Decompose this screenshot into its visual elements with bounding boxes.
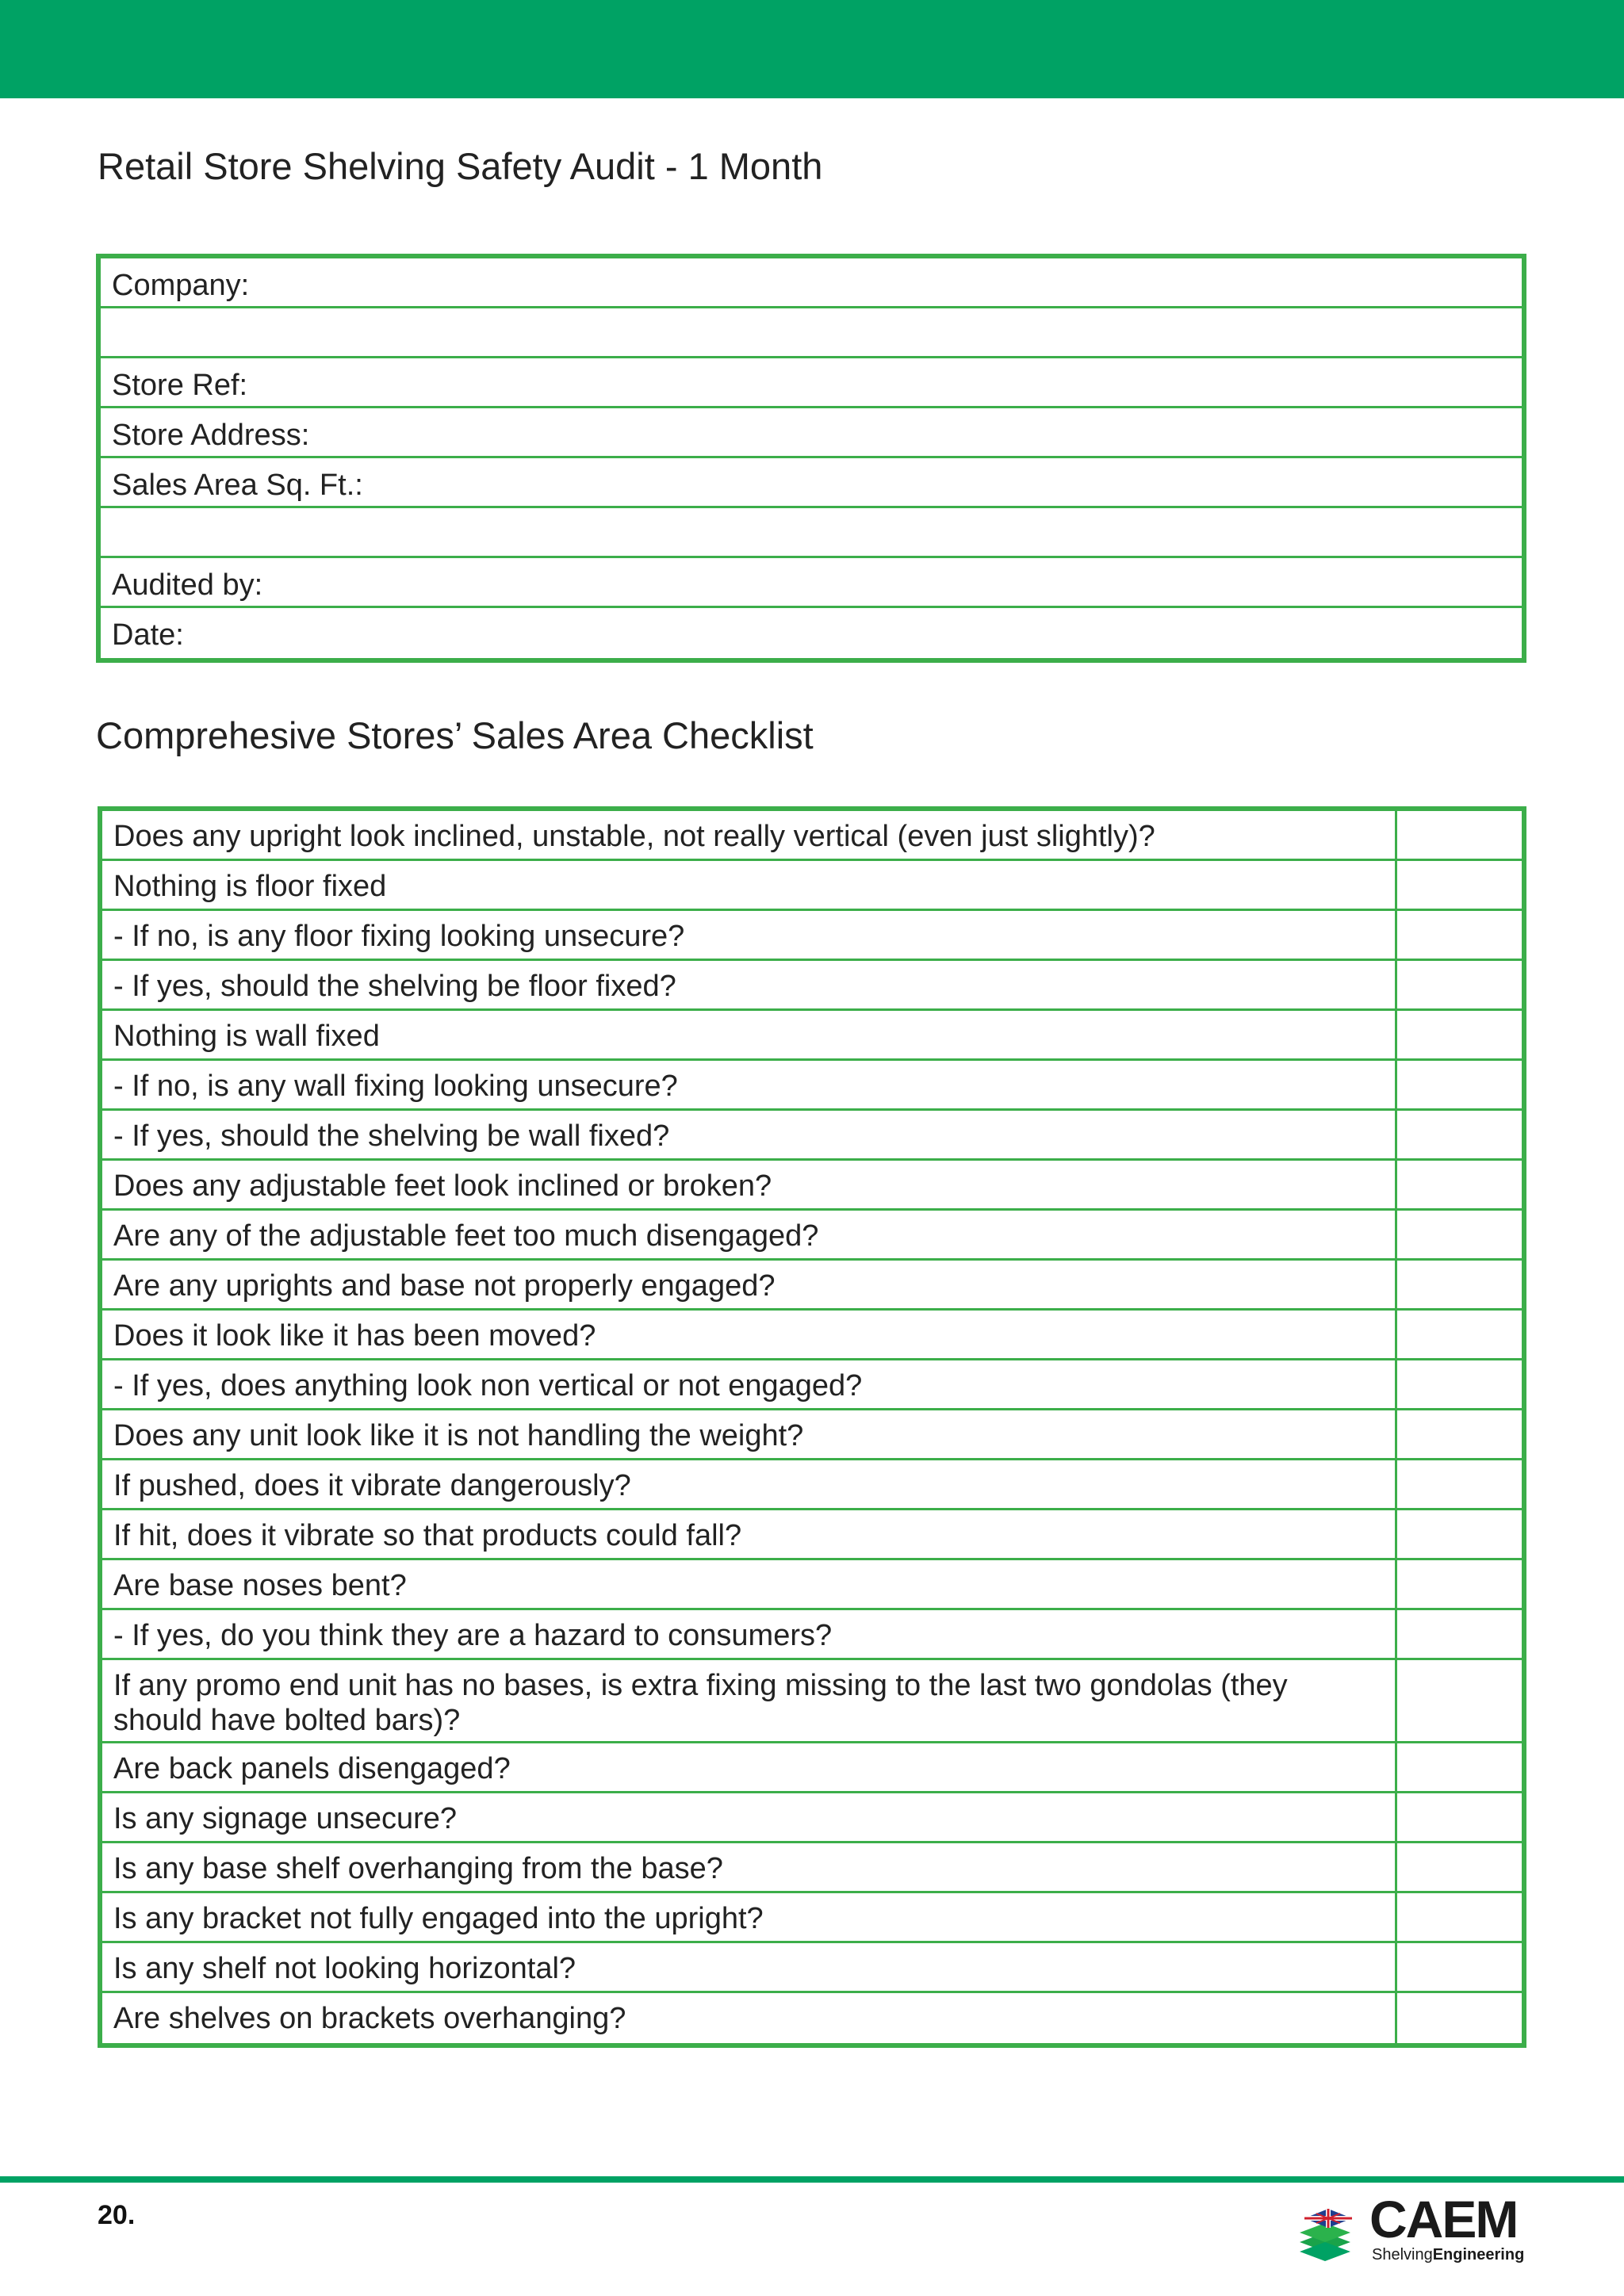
checklist-answer-cell[interactable] (1397, 1211, 1522, 1258)
checklist-answer-cell[interactable] (1397, 1111, 1522, 1158)
checklist-question: If hit, does it vibrate so that products could fall? (102, 1510, 1397, 1558)
checklist-row (102, 911, 1522, 961)
checklist-row (102, 811, 1522, 861)
checklist-answer-cell[interactable] (1397, 1993, 1522, 2043)
checklist-question: - If no, is any floor fixing looking unsecure? (102, 911, 1397, 959)
checklist-row (102, 1510, 1522, 1560)
checklist-question: Does any upright look inclined, unstable, not really vertical (even just slightly)? (102, 811, 1397, 859)
checklist-question: Are any of the adjustable feet too much disengaged? (102, 1211, 1397, 1258)
checklist-row (102, 1993, 1522, 2043)
checklist-question: Is any bracket not fully engaged into the upright? (102, 1893, 1397, 1941)
checklist-question: - If yes, should the shelving be floor fixed? (102, 961, 1397, 1008)
logo-tagline (1372, 2246, 1524, 2264)
store-info-table (96, 254, 1526, 663)
checklist-row (102, 1261, 1522, 1311)
checklist-question: Is any shelf not looking horizontal? (102, 1943, 1397, 1991)
checklist-question: - If yes, do you think they are a hazard to consumers? (102, 1610, 1397, 1658)
checklist-question: Are shelves on brackets overhanging? (102, 1993, 1397, 2043)
checklist-question: Is any signage unsecure? (102, 1793, 1397, 1841)
checklist-question: - If no, is any wall fixing looking unsecure? (102, 1061, 1397, 1108)
checklist-answer-cell[interactable] (1397, 1061, 1522, 1108)
checklist-row (102, 1793, 1522, 1843)
checklist-answer-cell[interactable] (1397, 1460, 1522, 1508)
checklist-row (102, 1943, 1522, 1993)
checklist-question: - If yes, does anything look non vertical or not engaged? (102, 1360, 1397, 1408)
checklist-answer-cell[interactable] (1397, 1261, 1522, 1308)
checklist-question: If pushed, does it vibrate dangerously? (102, 1460, 1397, 1508)
checklist-question: Is any base shelf overhanging from the base? (102, 1843, 1397, 1891)
checklist-answer-cell[interactable] (1397, 1311, 1522, 1358)
checklist-row (102, 1061, 1522, 1111)
checklist-answer-cell[interactable] (1397, 1011, 1522, 1058)
checklist-row (102, 1843, 1522, 1893)
checklist-row (102, 1111, 1522, 1161)
checklist-row (102, 1560, 1522, 1610)
checklist-answer-cell[interactable] (1397, 1943, 1522, 1991)
checklist-row (102, 1410, 1522, 1460)
page-title: Retail Store Shelving Safety Audit - 1 Month (98, 145, 823, 187)
logo-wordmark: CAEM (1369, 2190, 1518, 2248)
info-row[interactable] (101, 308, 1522, 358)
checklist-question: Are base noses bent? (102, 1560, 1397, 1608)
checklist-answer-cell[interactable] (1397, 1610, 1522, 1658)
checklist-row (102, 1660, 1522, 1743)
info-row[interactable]: Audited by: (101, 558, 1522, 608)
checklist-question: Are back panels disengaged? (102, 1743, 1397, 1791)
info-row[interactable]: Store Address: (101, 408, 1522, 458)
checklist-answer-cell[interactable] (1397, 1510, 1522, 1558)
checklist-row (102, 1743, 1522, 1793)
info-row[interactable] (101, 508, 1522, 558)
checklist-answer-cell[interactable] (1397, 1410, 1522, 1458)
logo-tagline-bold: Engineering (1432, 2246, 1525, 2263)
checklist-question: Does it look like it has been moved? (102, 1311, 1397, 1358)
logo-tagline-regular: Shelving (1372, 2246, 1433, 2263)
checklist-question: Nothing is wall fixed (102, 1011, 1397, 1058)
checklist-row (102, 1211, 1522, 1261)
footer-rule (0, 2176, 1624, 2183)
checklist-row (102, 1011, 1522, 1061)
checklist-answer-cell[interactable] (1397, 1893, 1522, 1941)
checklist-question: Does any adjustable feet look inclined or broken? (102, 1161, 1397, 1208)
checklist-table (98, 806, 1526, 2048)
checklist-row (102, 1360, 1522, 1410)
info-row[interactable]: Date: (112, 618, 184, 652)
checklist-answer-cell[interactable] (1397, 961, 1522, 1008)
info-row[interactable]: Sales Area Sq. Ft.: (101, 458, 1522, 508)
checklist-row (102, 1161, 1522, 1211)
header-bar (0, 0, 1624, 98)
checklist-answer-cell[interactable] (1397, 1560, 1522, 1608)
checklist-answer-cell[interactable] (1397, 911, 1522, 959)
checklist-answer-cell[interactable] (1397, 861, 1522, 909)
checklist-question: If any promo end unit has no bases, is extra fixing missing to the last two gondolas (they should have bolted bars)? (102, 1660, 1397, 1741)
checklist-row (102, 861, 1522, 911)
checklist-question: Are any uprights and base not properly engaged? (102, 1261, 1397, 1308)
checklist-answer-cell[interactable] (1397, 1843, 1522, 1891)
checklist-row (102, 1311, 1522, 1360)
checklist-question: Does any unit look like it is not handling the weight? (102, 1410, 1397, 1458)
checklist-answer-cell[interactable] (1397, 1660, 1522, 1741)
page-number: 20. (98, 2200, 136, 2230)
info-row[interactable]: Company: (101, 258, 1522, 308)
checklist-answer-cell[interactable] (1397, 1793, 1522, 1841)
checklist-question: - If yes, should the shelving be wall fixed? (102, 1111, 1397, 1158)
checklist-answer-cell[interactable] (1397, 1360, 1522, 1408)
info-row[interactable]: Store Ref: (101, 358, 1522, 408)
checklist-row (102, 1893, 1522, 1943)
checklist-answer-cell[interactable] (1397, 1161, 1522, 1208)
checklist-row (102, 1460, 1522, 1510)
checklist-row (102, 961, 1522, 1011)
checklist-question: Nothing is floor fixed (102, 861, 1397, 909)
checklist-row (102, 1610, 1522, 1660)
checklist-answer-cell[interactable] (1397, 811, 1522, 859)
checklist-answer-cell[interactable] (1397, 1743, 1522, 1791)
checklist-title: Comprehesive Stores’ Sales Area Checklist (96, 714, 814, 756)
